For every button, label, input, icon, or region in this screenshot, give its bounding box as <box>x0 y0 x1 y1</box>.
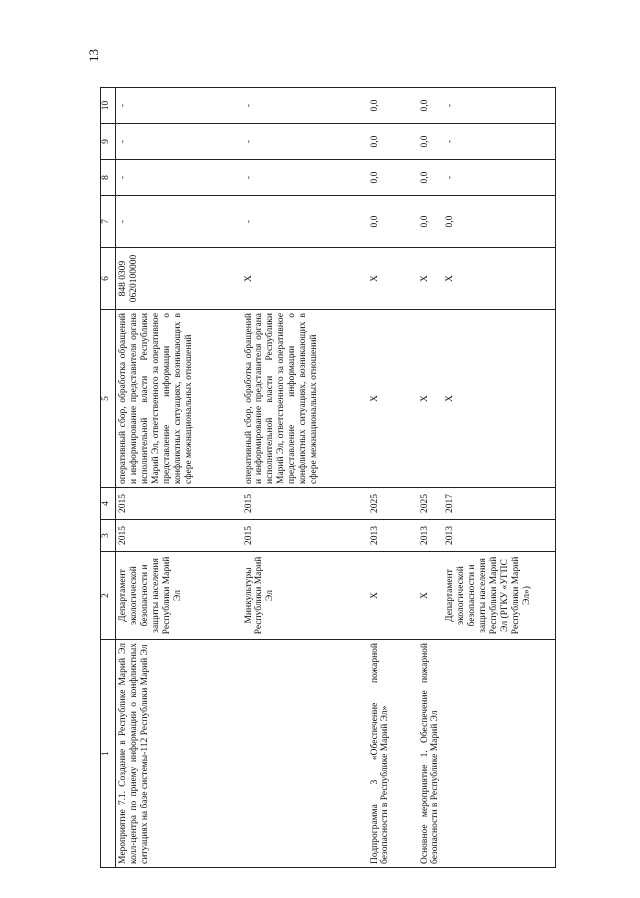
value-col-8: - <box>443 160 555 196</box>
value-col-10: 0,0 <box>368 88 418 124</box>
value-col-10: - <box>242 88 368 124</box>
header-cell: 9 <box>101 124 116 160</box>
value-col-9: 0,0 <box>418 124 444 160</box>
executor: Департамент экологической безопасности и защиты населения Республики Марий Эл <box>116 552 242 640</box>
activity-name <box>443 640 555 868</box>
budget-code: X <box>368 248 418 310</box>
header-cell: 5 <box>101 310 116 488</box>
value-col-9: - <box>443 124 555 160</box>
expected-result: X <box>443 310 555 488</box>
value-col-9: - <box>242 124 368 160</box>
expected-result: оперативный сбор, обработка обращений и информирование представителя органа исполнительной власти Республики Марий Эл, ответственного за оперативное представление информации о конфликтных ситуациях, возникающих в сфере межнациональных отношений <box>116 310 242 488</box>
start-year: 2015 <box>116 520 242 552</box>
value-col-7: 0,0 <box>418 196 444 248</box>
header-row <box>101 88 116 868</box>
start-year: 2013 <box>368 520 418 552</box>
executor: Минкультуры Республики Марий Эл <box>242 552 368 640</box>
table-row <box>116 88 242 868</box>
activity-name <box>242 640 368 868</box>
budget-code: X <box>418 248 444 310</box>
value-col-7: - <box>116 196 242 248</box>
value-col-7: - <box>242 196 368 248</box>
end-year: 2017 <box>443 488 555 520</box>
header-cell: 4 <box>101 488 116 520</box>
end-year: 2025 <box>418 488 444 520</box>
end-year: 2025 <box>368 488 418 520</box>
executor: Департамент экологической безопасности и защиты населения Республики Марий Эл (РГКУ «УГПС Республики Марий Эл») <box>443 552 555 640</box>
rotated-table-container <box>100 88 620 868</box>
value-col-7: 0,0 <box>443 196 555 248</box>
expected-result: оперативный сбор, обработка обращений и информирование представителя органа исполнительной власти Республики Марий Эл, ответственного за оперативное представление информации о конфликтных ситуациях, возникающих в сфере межнациональных отношений <box>242 310 368 488</box>
expected-result: X <box>418 310 444 488</box>
budget-code: X <box>443 248 555 310</box>
end-year: 2015 <box>116 488 242 520</box>
value-col-9: 0,0 <box>368 124 418 160</box>
table-row <box>418 88 444 868</box>
program-table <box>100 87 556 868</box>
header-cell: 3 <box>101 520 116 552</box>
value-col-8: - <box>242 160 368 196</box>
activity-name: Подпрограмма 3 «Обеспечение пожарной безопасности в Республике Марий Эл» <box>368 640 418 868</box>
header-cell: 7 <box>101 196 116 248</box>
page-number: 13 <box>86 49 101 62</box>
value-col-9: - <box>116 124 242 160</box>
activity-name: Основное мероприятие 1. Обеспечение пожарной безопасности в Республике Марий Эл <box>418 640 444 868</box>
table-row <box>443 88 555 868</box>
value-col-8: 0,0 <box>368 160 418 196</box>
budget-code: 848 0309 0620100000 <box>116 248 242 310</box>
start-year: 2013 <box>418 520 444 552</box>
budget-code: X <box>242 248 368 310</box>
value-col-7: 0,0 <box>368 196 418 248</box>
expected-result: X <box>368 310 418 488</box>
header-cell: 1 <box>101 640 116 868</box>
activity-name: Мероприятие 7.1. Создание в Республике Марий Эл колл-центра по приему информации о конфликтных ситуациях на базе системы-112 Республики Марий Эл <box>116 640 242 868</box>
value-col-10: - <box>116 88 242 124</box>
header-cell: 2 <box>101 552 116 640</box>
executor: X <box>368 552 418 640</box>
table-row <box>242 88 368 868</box>
header-cell: 6 <box>101 248 116 310</box>
value-col-8: 0,0 <box>418 160 444 196</box>
executor: X <box>418 552 444 640</box>
value-col-10: - <box>443 88 555 124</box>
header-cell: 8 <box>101 160 116 196</box>
value-col-10: 0,0 <box>418 88 444 124</box>
value-col-8: - <box>116 160 242 196</box>
start-year: 2013 <box>443 520 555 552</box>
table-row <box>368 88 418 868</box>
header-cell: 10 <box>101 88 116 124</box>
start-year: 2015 <box>242 520 368 552</box>
end-year: 2015 <box>242 488 368 520</box>
